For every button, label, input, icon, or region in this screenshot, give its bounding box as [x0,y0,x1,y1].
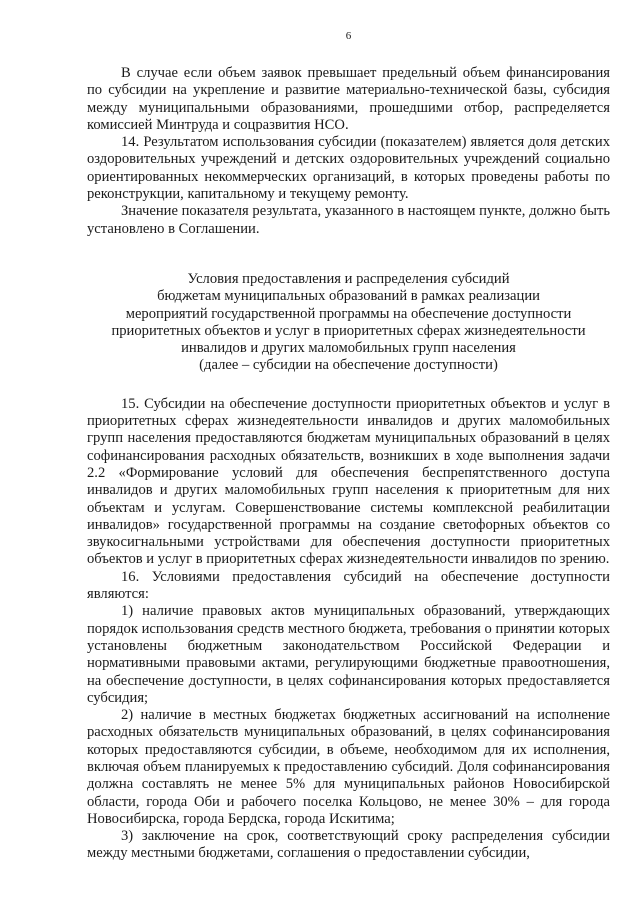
heading-line: приоритетных объектов и услуг в приоритетных сферах жизнедеятельности [111,322,586,339]
heading-line: Условия предоставления и распределения субсидий [187,270,510,287]
heading-line: бюджетам муниципальных образований в рамках реализации [157,288,540,305]
section-heading [87,271,610,375]
heading-line: инвалидов и других маломобильных групп населения [181,340,516,357]
paragraph-item-14: 14. Результатом использования субсидии (показателем) является доля детских оздоровительных учреждений и детских оздоровительных учреждений социально ориентированных некоммерческих организаций, в которых проведены работы по реконструкции, капитальному и текущему ремонту. [87,134,610,203]
heading-line: мероприятий государственной программы на обеспечение доступности [125,305,572,322]
page-number: 6 [345,30,352,42]
paragraph-indicator-value: Значение показателя результата, указанного в настоящем пункте, должно быть установлено в Соглашении. [87,203,610,237]
paragraph-item-16: 16. Условиями предоставления субсидий на обеспечение доступности являются: [87,568,610,603]
heading-line: (далее – субсидии на обеспечение доступности) [199,357,498,374]
paragraph-condition-1: 1) наличие правовых актов муниципальных образований, утверждающих порядок использования средств местного бюджета, требования о принятии которых установлены бюджетным законодательством Российской Федерации и нормативными правовыми актами, регулирующими бюджетные правоотношения, на обеспечение доступности, в целях софинансирования которых предоставляется субсидия; [87,603,610,706]
paragraph-funding-limit: В случае если объем заявок превышает предельный объем финансирования по субсидии на укрепление и развитие материально-технической базы, субсидия между муниципальными образованиями, прошедшими отбор, распределяется комиссией Минтруда и соцразвития НСО. [87,65,610,133]
paragraph-condition-3: 3) заключение на срок, соответствующий сроку распределения субсидии между местными бюджетами, соглашения о предоставлении субсидии, [87,828,610,862]
paragraph-condition-2: 2) наличие в местных бюджетах бюджетных ассигнований на исполнение расходных обязательств муниципальных образований, в целях софинансирования которых предоставляются субсидии, в объеме, необходимом для их исполнения, включая объем планируемых к предоставлению субсидий. Доля софинансирования должна составлять не менее 5% для муниципальных районов Новосибирской области, города Оби и рабочего поселка Кольцово, не менее 30% – для города Новосибирска, города Бердска, города Искитима; [87,707,610,827]
paragraph-item-15: 15. Субсидии на обеспечение доступности приоритетных объектов и услуг в приоритетных сферах жизнедеятельности инвалидов и других маломобильных групп населения предоставляются бюджетам муниципальных образований в целях софинансирования расходных обязательств, возникших в ходе выполнения задачи 2.2 «Формирование условий для обеспечения беспрепятственного доступа инвалидов и других маломобильных групп населения к приоритетным для них объектам и услугам. Совершенствование системы комплексной реабилитации инвалидов» государственной программы на создание светофорных объектов со звукосигнальными устройствами для обеспечения доступности приоритетных объектов и услуг в приоритетных сферах жизнедеятельности инвалидов по зрению. [87,395,610,568]
